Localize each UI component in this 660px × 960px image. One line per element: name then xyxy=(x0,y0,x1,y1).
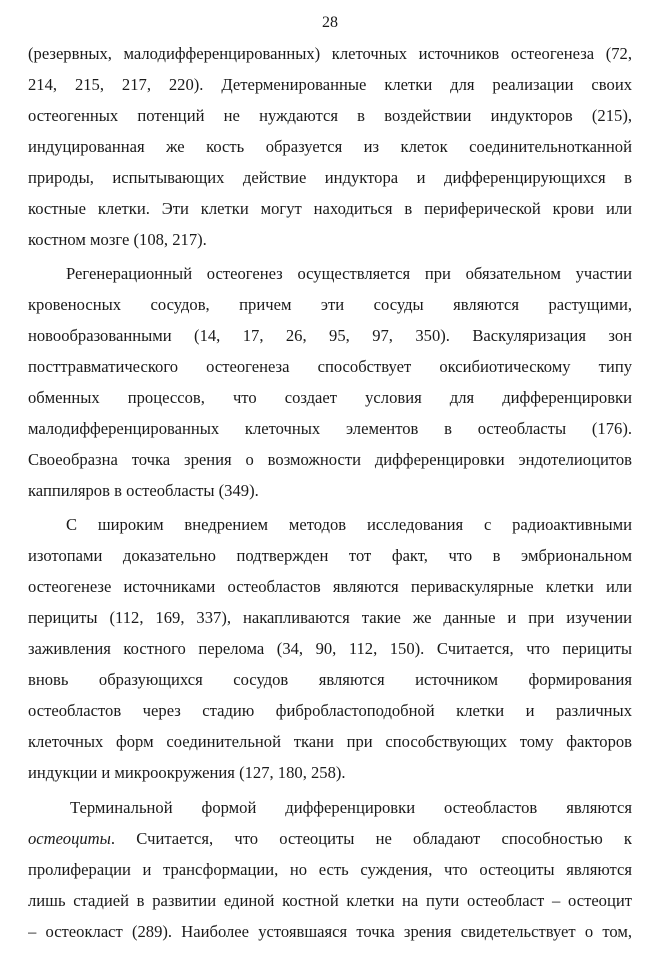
text-line: Своеобразна точка зрения о возможности дифференцировки эндотелиоцитов xyxy=(28,450,632,469)
text-line: изотопами доказательно подтвержден тот факт, что в эмбриональном xyxy=(28,546,632,565)
text-line: посттравматического остеогенеза способствует оксибиотическому типу xyxy=(28,357,632,376)
text-line: малодифференцированных клеточных элементов в остеобласты (176). xyxy=(28,419,632,438)
text-line: природы, испытывающих действие индуктора и дифференцирующихся в xyxy=(28,168,632,187)
text-line: обменных процессов, что создает условия для дифференцировки xyxy=(28,388,632,407)
text-line: каппиляров в остеобласты (349). xyxy=(28,481,259,500)
paragraph-first-line: С широким внедрением методов исследования с радиоактивными xyxy=(66,515,632,534)
text-line: клеточных форм соединительной ткани при способствующих тому факторов xyxy=(28,732,632,751)
text-line: заживления костного перелома (34, 90, 112, 150). Считается, что перициты xyxy=(28,639,632,658)
paragraph-first-line: Терминальной формой дифференцировки остеобластов являются xyxy=(70,798,632,817)
text-line: остеогенезе источниками остеобластов являются периваскулярные клетки или xyxy=(28,577,632,596)
text-line: пролиферации и трансформации, но есть суждения, что остеоциты являются xyxy=(28,860,632,879)
text-line: индукции и микроокружения (127, 180, 258). xyxy=(28,763,346,782)
page-number: 28 xyxy=(322,14,338,31)
text-line: кровеносных сосудов, причем эти сосуды являются растущими, xyxy=(28,295,632,314)
text-line: индуцированная же кость образуется из клеток соединительнотканной xyxy=(28,137,632,156)
text-line: остеобластов через стадию фибробластоподобной клетки и различных xyxy=(28,701,632,720)
text-line: лишь стадией в развитии единой костной клетки на пути остеобласт – остеоцит xyxy=(28,891,632,910)
text-line: костном мозге (108, 217). xyxy=(28,230,207,249)
text-line: остеогенных потенций не нуждаются в воздействии индукторов (215), xyxy=(28,106,632,125)
text-line: – остеокласт (289). Наиболее устоявшаяся точка зрения свидетельствует о том, xyxy=(28,922,632,941)
paragraph-first-line: Регенерационный остеогенез осуществляется при обязательном участии xyxy=(66,264,632,283)
text-line: (резервных, малодифференцированных) клеточных источников остеогенеза (72, xyxy=(28,44,632,63)
text-line: 214, 215, 217, 220). Детерменированные клетки для реализации своих xyxy=(28,75,632,94)
text-line: перициты (112, 169, 337), накапливаются такие же данные и при изучении xyxy=(28,608,632,627)
text-line-rest: . Считается, что остеоциты не обладают способностью к xyxy=(110,829,632,848)
italic-term: остеоциты xyxy=(28,829,111,848)
text-line xyxy=(28,829,632,849)
text-line: вновь образующихся сосудов являются источником формирования xyxy=(28,670,632,689)
text-line: костные клетки. Эти клетки могут находиться в периферической крови или xyxy=(28,199,632,218)
text-line: новообразованными (14, 17, 26, 95, 97, 350). Васкуляризация зон xyxy=(28,326,632,345)
